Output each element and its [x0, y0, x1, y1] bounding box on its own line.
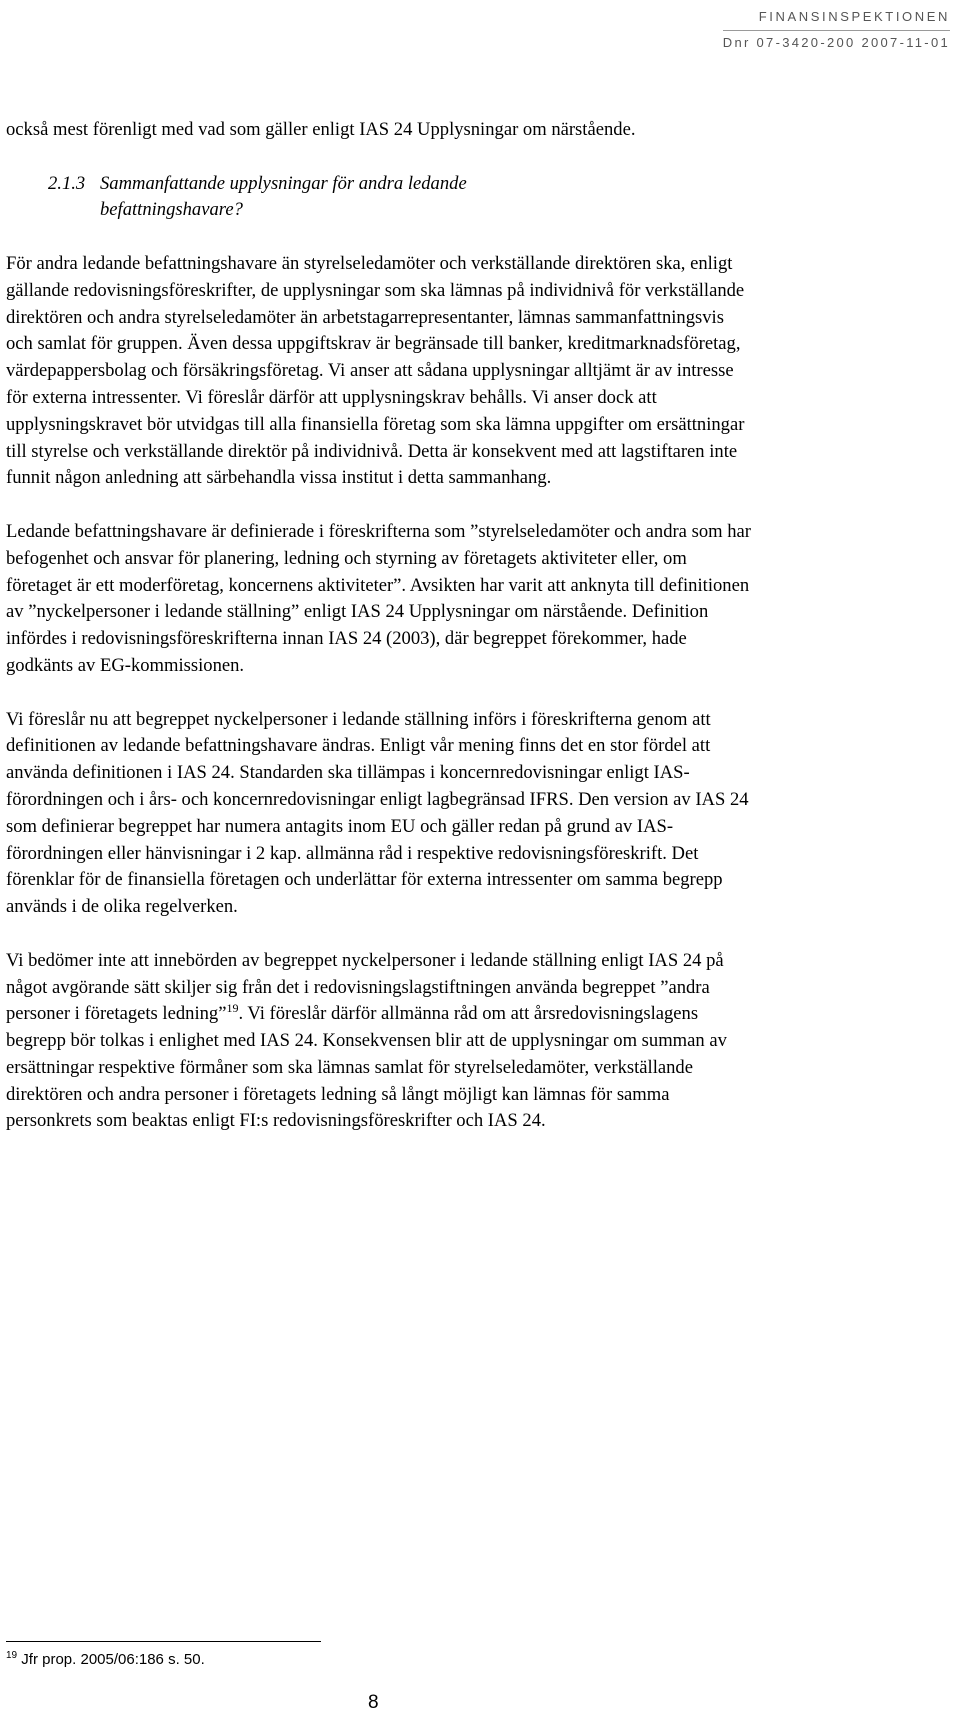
- paragraph-4: [6, 948, 754, 1136]
- page-header: [723, 8, 950, 52]
- paragraph-3: Vi föreslår nu att begreppet nyckelpersoner i ledande ställning införs i föreskrifterna genom att definitionen av ledande befattningshavare ändras. Enligt vår mening finns det en stor fördel att använda definitionen i IAS 24. Standarden ska tillämpas i koncernredovisningar enligt IAS-förordningen och i års- och koncernredovisningar enligt lagbegränsad IFRS. Den version av IAS 24 som definierar begreppet har numera antagits inom EU och gäller redan på grund av IAS-förordningen eller hänvisningar i 2 kap. allmänna råd i respektive redovisningsföreskrift. Det förenklar för de finansiella företagen och underlättar för externa intressenter om samma begrepp används i de olika regelverken.: [6, 708, 749, 918]
- footnote-number: 19: [6, 1650, 18, 1661]
- footnote: [6, 1651, 205, 1668]
- paragraph-1: För andra ledande befattningshavare än styrelseledamöter och verkställande direktören ska, enligt gällande redovisningsföreskrifter, de upplysningar som ska lämnas på individnivå för verkställande direktören och andra styrelseledamöter än arbetstagarrepresentanter, lämnas sammanfattningsvis och samlat för gruppen. Även dessa uppgiftskrav är begränsade till banker, kreditmarknadsföretag, värdepappersbolag och försäkringsföretag. Vi anser att sådana upplysningar alltjämt är av intresse för externa intressenter. Vi föreslår därför att upplysningskrav behålls. Vi anser dock att upplysningskravet bör utvidgas till alla finansiella företag som ska lämna uppgifter om ersättningar till styrelse och verkställande direktör på individnivå. Detta är konsekvent med att lagstiftaren inte funnit någon anledning att särbehandla vissa institut i detta sammanhang.: [6, 252, 745, 489]
- paragraph-4-start: Vi bedömer inte att innebörden av begreppet nyckelpersoner i ledande ställning enligt IAS 24 på något avgörande sätt skiljer sig från det i redovisningslagstiftningen använda begreppet ”andra personer i företagets ledning”: [6, 949, 724, 1025]
- paragraph-4-end: . Vi föreslår därför allmänna råd om att årsredovisningslagens begrepp bör tolkas i enlighet med IAS 24. Konsekvensen blir att de upplysningar om summan av ersättningar respektive förmåner som ska lämnas samlat för styrelseledamöter, verkställande direktören och andra personer i företagets ledning så långt möjligt kan lämnas för samma personkrets som beaktas enligt FI:s redovisningsföreskrifter och IAS 24.: [6, 1003, 727, 1132]
- section-title: Sammanfattande upplysningar för andra ledande befattningshavare?: [100, 172, 467, 221]
- section-heading: [6, 171, 754, 225]
- organization-name: FINANSINSPEKTIONEN: [758, 9, 950, 24]
- page-number: 8: [368, 1692, 379, 1713]
- footnote-reference[interactable]: 19: [226, 1001, 239, 1016]
- footnote-separator: [6, 1641, 321, 1642]
- footnote-text: Jfr prop. 2005/06:186 s. 50.: [17, 1651, 205, 1668]
- paragraph-2: Ledande befattningshavare är definierade i föreskrifterna som ”styrelseledamöter och andra som har befogenhet och ansvar för planering, ledning och styrning av företagets aktiviteter eller, om företaget är ett moderföretag, koncernens aktiviteter”. Avsikten har varit att anknyta till definitionen av ”nyckelpersoner i ledande ställning” enligt IAS 24 Upplysningar om närstående. Definition infördes i redovisningsföreskrifterna innan IAS 24 (2003), där begreppet förekommer, hade godkänts av EG-kommissionen.: [6, 520, 751, 676]
- intro-paragraph: också mest förenligt med vad som gäller enligt IAS 24 Upplysningar om närstående.: [6, 119, 636, 140]
- document-reference: Dnr 07-3420-200 2007-11-01: [723, 30, 950, 52]
- section-number: 2.1.3: [48, 172, 86, 194]
- document-body: [6, 117, 754, 1135]
